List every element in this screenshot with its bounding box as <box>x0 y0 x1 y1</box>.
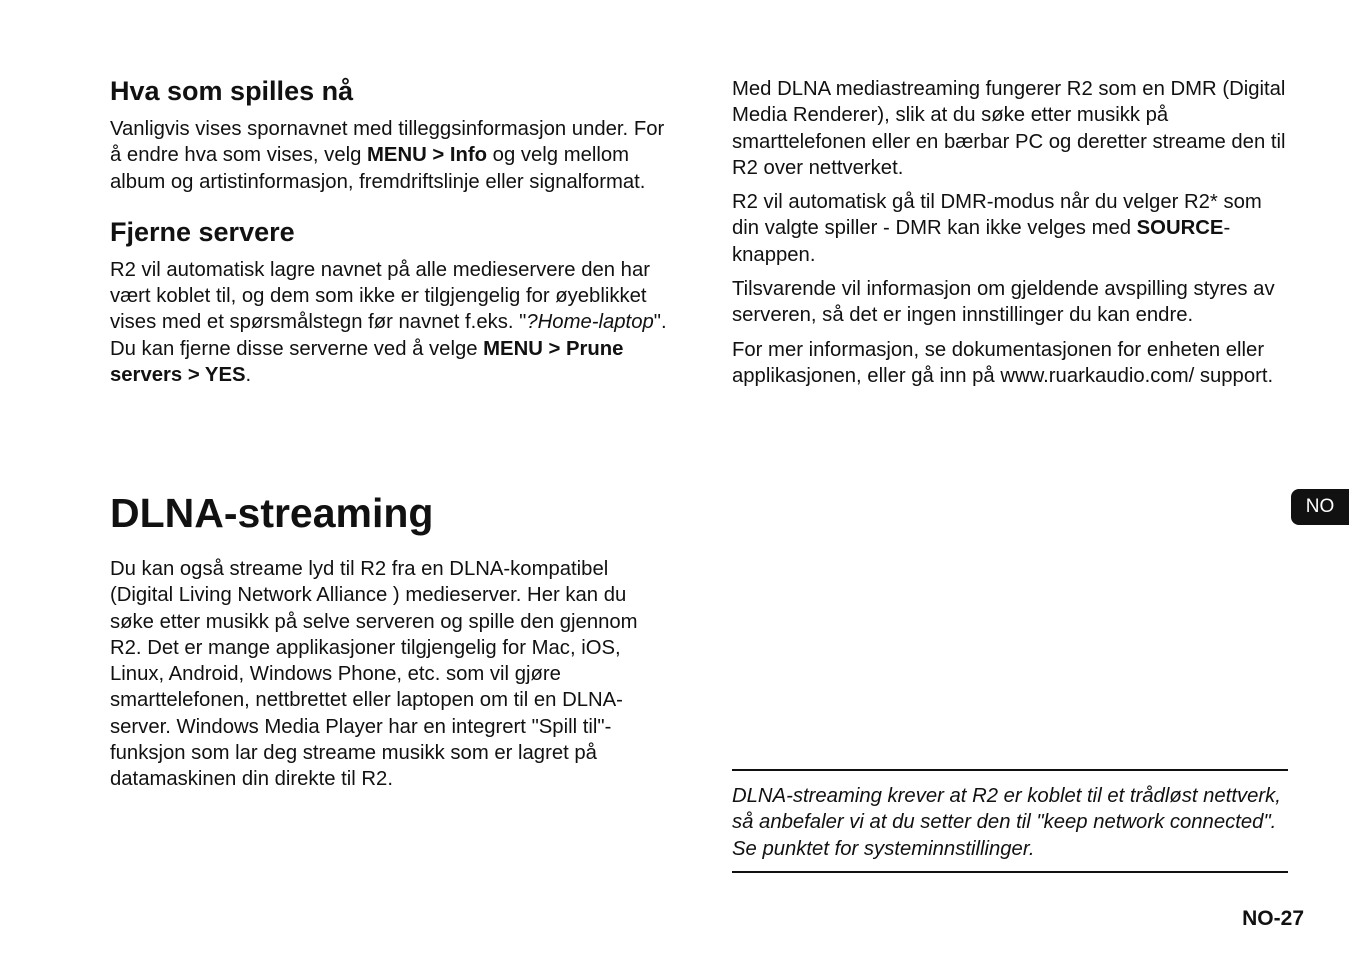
now-playing-heading: Hva som spilles nå <box>110 76 354 106</box>
dlna-section <box>110 556 670 793</box>
note-text: DLNA-streaming krever at R2 er koblet til et trådløst nettverk, så anbefaler vi at du setter den til "keep network connected". Se punktet for systeminnstillinger. <box>732 785 1281 860</box>
playback-info-paragraph: Tilsvarende vil informasjon om gjeldende avspilling styres av serveren, så det er ingen innstillinger du kan endre. <box>732 278 1275 327</box>
dmr-paragraph: Med DLNA mediastreaming fungerer R2 som en DMR (Digital Media Renderer), slik at du søke etter musikk på smarttelefonen eller en bærbar PC og deretter streame den til R2 over nettverket. <box>732 78 1286 179</box>
more-info-paragraph: For mer informasjon, se dokumentasjonen for enheten eller applikasjonen, eller gå inn på www.ruarkaudio.com/ support. <box>732 338 1274 387</box>
right-column <box>732 76 1292 397</box>
left-column <box>110 74 670 408</box>
remove-servers-heading: Fjerne servere <box>110 216 295 247</box>
dmr-mode-paragraph: R2 vil automatisk gå til DMR-modus når du velger R2* som din valgte spiller - DMR kan ikke velges med SOURCE-knappen. <box>732 191 1262 266</box>
now-playing-text: Vanligvis vises spornavnet med tilleggsinformasjon under. For å endre hva som vises, velg MENU > Info og velg mellom album og artistinformasjon, fremdriftslinje eller signalformat. <box>110 118 665 193</box>
page-number: NO-27 <box>1242 907 1304 930</box>
dlna-title: DLNA-streaming <box>110 490 434 536</box>
dlna-text: Du kan også streame lyd til R2 fra en DLNA-kompatibel (Digital Living Network Alliance ) medieserver. Her kan du søke etter musikk på selve serveren og spille den gjennom R2. Det er mange applikasjoner tilgjengelig for Mac, iOS, Linux, Android, Windows Phone, etc. som vil gjøre smarttelefonen, nettbrettet eller laptopen om til en DLNA-server. Windows Media Player har en integrert "Spill til"-funksjon som lar deg streame musikk som er lagret på datamaskinen din direkte til R2. <box>110 558 638 791</box>
language-tab: NO <box>1291 489 1349 525</box>
now-playing-section <box>110 74 670 195</box>
remove-servers-text: R2 vil automatisk lagre navnet på alle medieservere den har vært koblet til, og dem som ikke er tilgjengelig for øyeblikket vises med et spørsmålstegn før navnet f.eks. "?Home-laptop". Du kan fjerne disse serverne ved å velge MENU > Prune servers > YES. <box>110 258 667 387</box>
note-box <box>732 769 1288 873</box>
remove-servers-section <box>110 215 670 388</box>
